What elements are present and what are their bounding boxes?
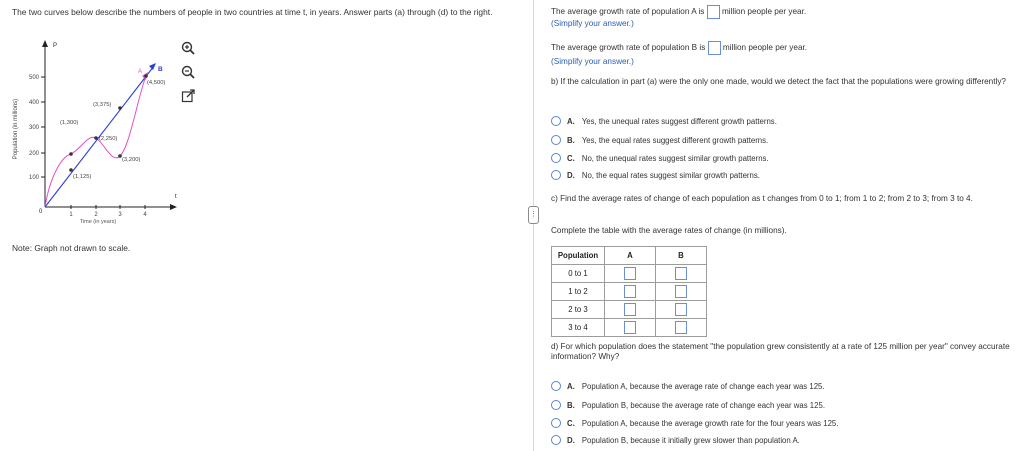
zoom-in-icon[interactable] <box>180 40 196 56</box>
table-cell <box>605 265 656 283</box>
y-axis-label: Population (in millions) <box>13 98 19 160</box>
rate-b-input[interactable] <box>708 41 721 55</box>
option-text: Population B, because the average rate of change each year was 125. <box>581 400 825 410</box>
row-label: 1 to 2 <box>552 283 605 301</box>
option-text: Population B, because it initially grew slower than population A. <box>581 435 800 445</box>
part-d-question: d) For which population does the statement "the population grew consistently at a rate of 125 million per year" convey accurate information? Why? <box>551 342 1010 361</box>
table-header: A <box>605 247 656 265</box>
option-text: Yes, the unequal rates suggest different growth patterns. <box>581 116 777 126</box>
table-row <box>552 265 707 283</box>
radio-button[interactable] <box>551 153 561 163</box>
part-c-question: c) Find the average rates of change of each population as t changes from 0 to 1; from 1 to 2; from 2 to 3; from 3 to 4. <box>551 194 973 203</box>
part-d-option-a[interactable] <box>551 381 825 391</box>
rates-table <box>551 246 707 337</box>
table-header: Population <box>552 247 605 265</box>
y-tick-label: 500 <box>28 75 39 81</box>
rate-a-2-3-input[interactable] <box>624 303 636 316</box>
x-axis-label: Time (in years) <box>79 219 117 225</box>
x-tick-label: 2 <box>94 212 98 218</box>
option-text: No, the equal rates suggest similar growth patterns. <box>581 170 760 180</box>
point-label: (1,125) <box>73 174 92 180</box>
option-letter: A. <box>567 116 575 126</box>
rate-a-unit: million people per year. <box>721 7 807 17</box>
rate-b-hint: (Simplify your answer.) <box>551 57 634 66</box>
radio-button[interactable] <box>551 381 561 391</box>
y-tick-label: 200 <box>28 151 39 157</box>
part-b-option-d[interactable] <box>551 170 760 180</box>
option-letter: B. <box>567 135 575 145</box>
table-row <box>552 283 707 301</box>
rate-b-0-1-input[interactable] <box>675 267 687 280</box>
x-axis-arrow <box>170 204 177 210</box>
row-label: 3 to 4 <box>552 319 605 337</box>
option-text: Population A, because the average growth rate for the four years was 125. <box>581 418 839 428</box>
point-label: (1,300) <box>60 120 79 126</box>
radio-button[interactable] <box>551 435 561 445</box>
table-cell <box>605 319 656 337</box>
rate-b-1-2-input[interactable] <box>675 285 687 298</box>
part-b-option-a[interactable] <box>551 116 777 126</box>
part-b-option-c[interactable] <box>551 153 769 163</box>
option-text: No, the unequal rates suggest similar growth patterns. <box>581 153 769 163</box>
graph-note: Note: Graph not drawn to scale. <box>12 243 131 253</box>
rate-b-text: The average growth rate of population B is <box>551 43 706 53</box>
curve-b-arrow <box>149 63 156 70</box>
panel-divider <box>533 0 534 451</box>
label-a: A <box>138 69 143 75</box>
t-label: t <box>175 194 177 200</box>
table-row <box>552 301 707 319</box>
y-axis-arrow <box>42 40 48 47</box>
table-header: B <box>656 247 707 265</box>
point-b3 <box>118 106 122 110</box>
x-tick-label: 3 <box>118 212 122 218</box>
part-b-option-b[interactable] <box>551 135 768 145</box>
part-c-instruction: Complete the table with the average rates of change (in millions). <box>551 226 787 235</box>
problem-statement: The two curves below describe the numbers of people in two countries at time t, in years. Answer parts (a) through (d) to the right. <box>12 7 493 17</box>
radio-button[interactable] <box>551 418 561 428</box>
rate-a-hint: (Simplify your answer.) <box>551 19 634 28</box>
rate-b-row <box>551 41 807 55</box>
option-letter: A. <box>567 381 575 391</box>
rate-a-input[interactable] <box>707 5 720 19</box>
y-tick-label: 100 <box>28 175 39 181</box>
zoom-out-icon[interactable] <box>180 64 196 80</box>
part-b-question: b) If the calculation in part (a) were the only one made, would we detect the fact that the populations were growing differently? <box>551 77 1006 86</box>
y-tick-label: 300 <box>28 125 39 131</box>
table-header-row <box>552 247 707 265</box>
table-cell <box>656 265 707 283</box>
part-d-option-d[interactable] <box>551 435 800 445</box>
row-label: 2 to 3 <box>552 301 605 319</box>
table-cell <box>656 301 707 319</box>
point-label: (3,375) <box>93 102 112 108</box>
option-text: Yes, the equal rates suggest different growth patterns. <box>581 135 769 145</box>
table-row <box>552 319 707 337</box>
point-label: (3,200) <box>122 157 141 163</box>
popout-icon[interactable] <box>180 88 196 104</box>
point-a1 <box>69 152 73 156</box>
radio-button[interactable] <box>551 116 561 126</box>
part-d-option-c[interactable] <box>551 418 838 428</box>
label-b: B <box>158 66 163 73</box>
option-text: Population A, because the average rate of change each year was 125. <box>581 381 825 391</box>
option-letter: C. <box>567 153 575 163</box>
y-tick-label: 400 <box>28 100 39 106</box>
table-cell <box>656 283 707 301</box>
radio-button[interactable] <box>551 400 561 410</box>
option-letter: C. <box>567 418 575 428</box>
table-cell <box>605 301 656 319</box>
x-tick-label: 1 <box>69 212 73 218</box>
rate-b-2-3-input[interactable] <box>675 303 687 316</box>
row-label: 0 to 1 <box>552 265 605 283</box>
table-cell <box>605 283 656 301</box>
y-ticks <box>29 75 45 181</box>
p-label: P <box>53 43 58 49</box>
rate-a-row <box>551 5 806 19</box>
point-label: (2,250) <box>99 136 118 142</box>
population-graph <box>10 36 190 226</box>
point-a2 <box>94 136 98 140</box>
option-letter: B. <box>567 400 575 410</box>
point-end <box>144 74 148 78</box>
point-label: (4,500) <box>147 80 166 86</box>
point-b1 <box>69 168 73 172</box>
x-tick-label: 4 <box>143 212 147 218</box>
radio-button[interactable] <box>551 135 561 145</box>
option-letter: D. <box>567 170 575 180</box>
rate-a-text: The average growth rate of population A is <box>551 7 705 17</box>
rate-b-unit: million people per year. <box>722 43 808 53</box>
rate-a-1-2-input[interactable] <box>624 285 636 298</box>
rate-a-3-4-input[interactable] <box>624 321 636 334</box>
rate-a-0-1-input[interactable] <box>624 267 636 280</box>
origin-label: 0 <box>39 209 43 215</box>
rate-b-3-4-input[interactable] <box>675 321 687 334</box>
option-letter: D. <box>567 435 575 445</box>
panel-resize-handle[interactable]: ⋮ <box>528 206 539 224</box>
part-d-option-b[interactable] <box>551 400 825 410</box>
table-cell <box>656 319 707 337</box>
radio-button[interactable] <box>551 170 561 180</box>
